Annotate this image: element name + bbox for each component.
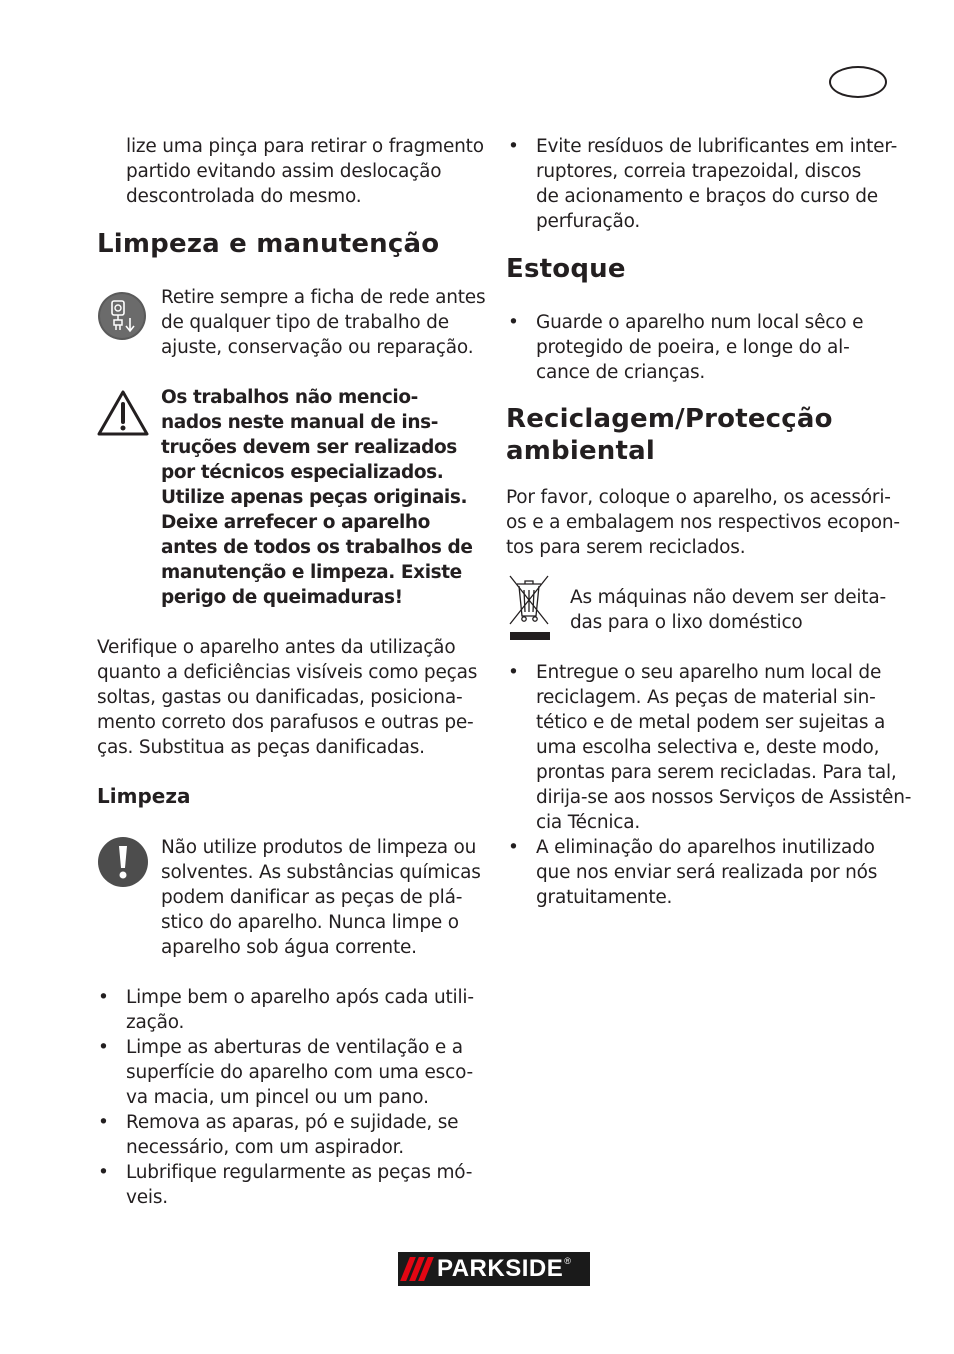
text-line: Por favor, coloque o aparelho, os acessóri- xyxy=(506,487,891,508)
text-line: Utilize apenas peças originais. xyxy=(161,487,468,508)
text-line: por técnicos especializados. xyxy=(161,462,444,483)
list-item xyxy=(96,985,491,1035)
exclamation-circle-icon xyxy=(97,836,149,888)
list-item xyxy=(96,1110,491,1160)
text-line: reciclagem. As peças de material sin- xyxy=(536,687,876,708)
text-line: • Entregue o seu aparelho num local de xyxy=(536,662,882,683)
title-line: Reciclagem/Protecção xyxy=(506,404,833,434)
text-line: stico do aparelho. Nunca limpe o xyxy=(161,912,459,933)
text-line: veis. xyxy=(126,1187,168,1208)
text-line: aparelho sob água corrente. xyxy=(161,937,417,958)
text-line: soltas, gastas ou danificadas, posiciona- xyxy=(97,687,463,708)
text-line: superfície do aparelho com uma esco- xyxy=(126,1062,474,1083)
text-line: solventes. As substâncias químicas xyxy=(161,862,481,883)
plug-note xyxy=(161,285,491,360)
bin-note xyxy=(570,585,910,635)
inspection-paragraph xyxy=(97,635,492,760)
text-line: • Lubrifique regularmente as peças mó- xyxy=(126,1162,473,1183)
text-line: quanto a deficiências visíveis como peças xyxy=(97,662,478,683)
registered-mark: ® xyxy=(564,1256,571,1266)
text-line: va macia, um pincel ou um pano. xyxy=(126,1087,429,1108)
warning-text xyxy=(161,385,491,610)
text-line: perfuração. xyxy=(536,211,641,232)
logo-text: PARKSIDE xyxy=(437,1255,564,1282)
text-line: As máquinas não devem ser deita- xyxy=(570,587,886,608)
text-line: Os trabalhos não mencio- xyxy=(161,387,418,408)
warning-triangle-icon xyxy=(97,389,149,437)
text-line: os e a embalagem nos respectivos ecopon- xyxy=(506,512,900,533)
section-title-cleaning-maintenance: Limpeza e manutenção xyxy=(97,229,440,259)
text-line: das para o lixo doméstico xyxy=(570,612,803,633)
text-line: protegido de poeira, e longe do al- xyxy=(536,337,850,358)
lubricant-bullet-list xyxy=(506,134,906,234)
text-line: prontas para serem recicladas. Para tal, xyxy=(536,762,897,783)
caution-note xyxy=(161,835,491,960)
parkside-logo xyxy=(398,1252,590,1286)
recycling-intro xyxy=(506,485,906,560)
text-line: • Limpe as aberturas de ventilação e a xyxy=(126,1037,463,1058)
text-line: mento correto dos parafusos e outras pe- xyxy=(97,712,474,733)
title-line: ambiental xyxy=(506,436,655,466)
text-line: • A eliminação do aparelhos inutilizado xyxy=(536,837,875,858)
language-badge xyxy=(829,66,887,98)
text-line: tético e de metal podem ser sujeitas a xyxy=(536,712,886,733)
text-line: ruptores, correia trapezoidal, discos xyxy=(536,161,862,182)
list-item xyxy=(506,835,916,910)
text-line: cia Técnica. xyxy=(536,812,641,833)
crossed-bin-icon xyxy=(504,572,554,644)
unplug-icon xyxy=(97,290,147,342)
list-item xyxy=(96,1035,491,1110)
text-line: nados neste manual de ins- xyxy=(161,412,439,433)
text-line: zação. xyxy=(126,1012,185,1033)
text-line: • Evite resíduos de lubrificantes em inter- xyxy=(536,136,898,157)
text-line: que nos enviar será realizada por nós xyxy=(536,862,878,883)
text-line: cance de crianças. xyxy=(536,362,706,383)
text-line: • Limpe bem o aparelho após cada utili- xyxy=(126,987,474,1008)
section-title-recycling xyxy=(506,403,833,467)
text-line: • Guarde o aparelho num local sêco e xyxy=(536,312,864,333)
text-line: uma escolha selectiva e, deste modo, xyxy=(536,737,880,758)
text-line: dirija-se aos nossos Serviços de Assistên- xyxy=(536,787,912,808)
text-line: antes de todos os trabalhos de xyxy=(161,537,473,558)
text-line: Retire sempre a ficha de rede antes xyxy=(161,287,486,308)
text-line: Deixe arrefecer o aparelho xyxy=(161,512,430,533)
text-line: podem danificar as peças de plá- xyxy=(161,887,463,908)
subsection-title-cleaning: Limpeza xyxy=(97,784,191,808)
text-line: descontrolada do mesmo. xyxy=(126,186,362,207)
text-line: tos para serem reciclados. xyxy=(506,537,746,558)
text-line: gratuitamente. xyxy=(536,887,673,908)
text-line: manutenção e limpeza. Existe xyxy=(161,562,462,583)
text-line: Verifique o aparelho antes da utilização xyxy=(97,637,456,658)
text-line: truções devem ser realizados xyxy=(161,437,457,458)
logo-stripes xyxy=(405,1257,429,1281)
section-title-storage: Estoque xyxy=(506,254,626,284)
recycling-bullet-list xyxy=(506,660,916,910)
text-line: lize uma pinça para retirar o fragmento xyxy=(126,136,484,157)
text-line: de qualquer tipo de trabalho de xyxy=(161,312,449,333)
storage-bullet-list xyxy=(506,310,906,385)
cleaning-bullet-list xyxy=(96,985,491,1210)
text-line: • Remova as aparas, pó e sujidade, se xyxy=(126,1112,459,1133)
text-line: necessário, com um aspirador. xyxy=(126,1137,404,1158)
intro-paragraph xyxy=(126,134,486,209)
text-line: ças. Substitua as peças danificadas. xyxy=(97,737,425,758)
text-line: ajuste, conservação ou reparação. xyxy=(161,337,474,358)
list-item xyxy=(96,1160,491,1210)
text-line: partido evitando assim deslocação xyxy=(126,161,442,182)
text-line: de acionamento e braços do curso de xyxy=(536,186,878,207)
list-item xyxy=(506,310,906,385)
text-line: perigo de queimaduras! xyxy=(161,587,403,608)
list-item xyxy=(506,134,906,234)
text-line: Não utilize produtos de limpeza ou xyxy=(161,837,477,858)
list-item xyxy=(506,660,916,835)
